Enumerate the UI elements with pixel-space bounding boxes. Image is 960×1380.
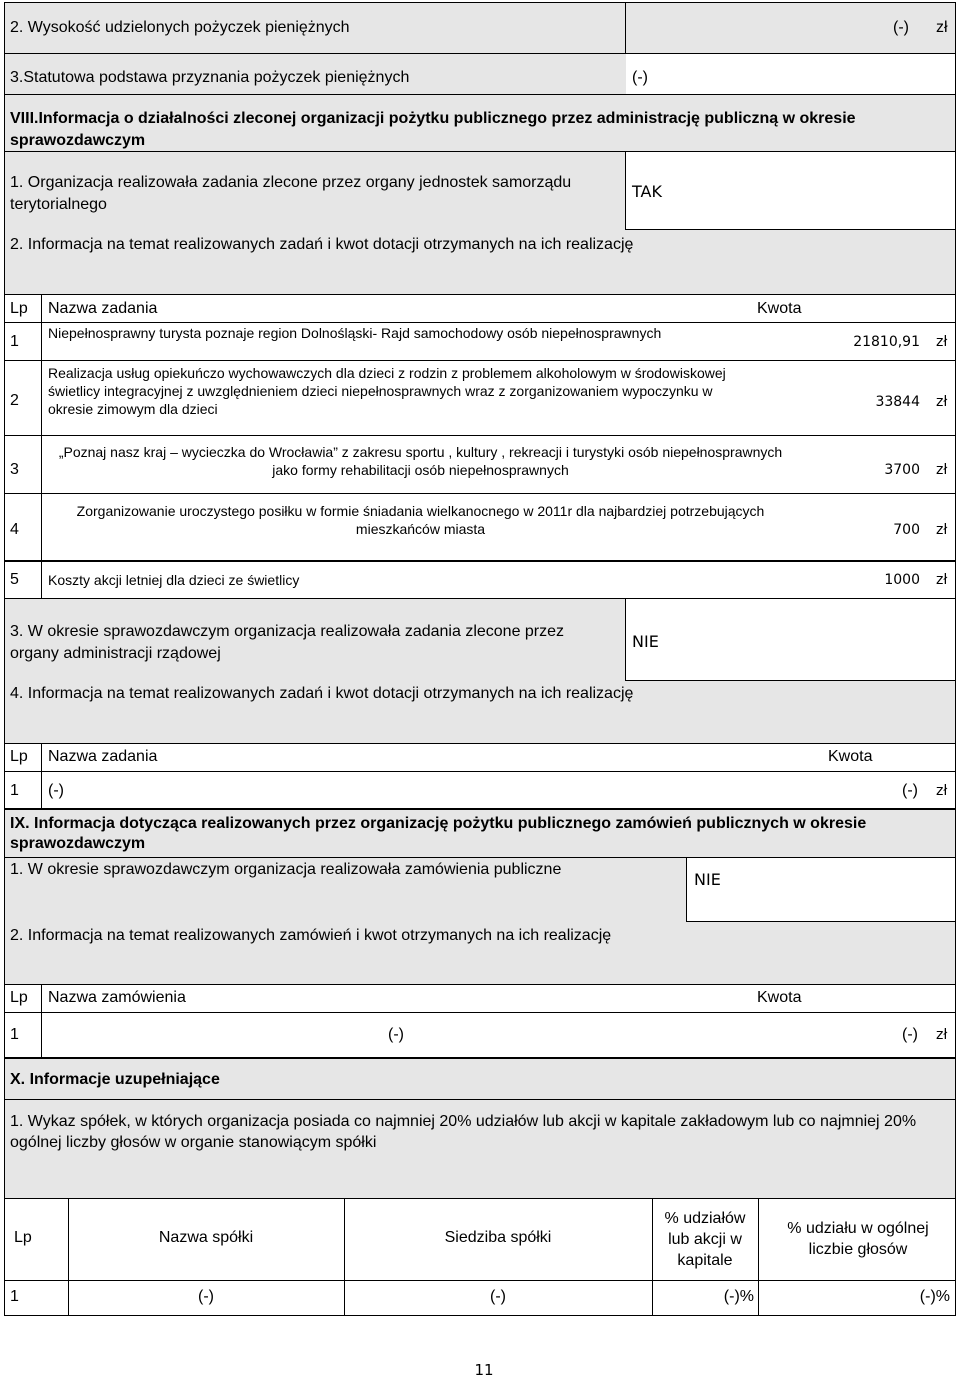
divider <box>4 493 956 494</box>
table-row-lp: 1 <box>10 782 19 799</box>
table-header-amount: Kwota <box>757 300 802 317</box>
table-header-company-seat: Siedziba spółki <box>444 1229 552 1246</box>
table-row-lp: 4 <box>10 521 19 538</box>
x-q1-label: 1. Wykaz spółek, w których organizacja posiada co najmniej 20% udziałów lub akcji w kapitale zakładowym lub co najmniej 20% ogólnej liczby głosów w organie stanowiącym spółki <box>10 1113 917 1151</box>
q4-label: 4. Informacja na temat realizowanych zadań i kwot dotacji otrzymanych na ich realizację <box>10 685 634 702</box>
table-header-amount: Kwota <box>828 748 873 765</box>
section-ix-heading: IX. Informacja dotycząca realizowanych przez organizację pożytku publicznego zamówień publicznych w okresie sprawozdawczym <box>10 815 867 852</box>
q1-value: TAK <box>632 182 662 201</box>
q1-label: 1. Organizacja realizowała zadania zlecone przez organy jednostek samorządu terytorialnego <box>10 174 572 213</box>
table-row-name: Realizacja usług opiekuńczo wychowawczych dla dzieci z rodzin z problemem alkoholowym w środowiskowej świetlicy integracyjnej z uwzględnieniem dzieci niepełnosprawnych wraz z zorganizowaniem wypoczynku w okresie zimowym dla dzieci <box>48 365 726 417</box>
ix-q1-value: NIE <box>694 870 721 889</box>
table-row-name: „Poznaj nasz kraj – wycieczka do Wrocławia” z zakresu sportu , kultury , rekreacji i turystyki osób niepełnosprawnych jako formy rehabilitacji osób niepełnosprawnych <box>58 444 783 478</box>
table-row-name: Zorganizowanie uroczystego posiłku w formie śniadania wielkanocnego w 2011r dla najbardziej potrzebujących mieszkańców miasta <box>76 503 765 537</box>
ix-q2-label: 2. Informacja na temat realizowanych zamówień i kwot otrzymanych na ich realizację <box>10 927 612 944</box>
table-row-unit: zł <box>936 783 948 799</box>
divider <box>41 294 42 561</box>
q3-value-cell <box>625 599 956 681</box>
ix-q1-label: 1. W okresie sprawozdawczym organizacja realizowała zamówienia publiczne <box>10 861 562 878</box>
table-row-amount: (-) <box>902 782 918 799</box>
divider <box>41 561 42 599</box>
table-row-company-name: (-) <box>198 1288 214 1305</box>
table-header-amount: Kwota <box>757 989 802 1006</box>
divider <box>41 743 42 809</box>
table-row-name: (-) <box>48 782 64 799</box>
table-row-unit: zł <box>936 394 948 410</box>
q3-value: NIE <box>632 632 659 651</box>
table-header-name: Nazwa zadania <box>48 748 158 765</box>
table-header-lp: Lp <box>10 748 28 765</box>
divider <box>41 984 42 1058</box>
table-row-name: Niepełnosprawny turysta poznaje region Dolnośląski- Rajd samochodowy osób niepełnosprawnych <box>48 325 662 341</box>
table-header-votes: % udziału w ogólnej liczbie głosów <box>787 1220 929 1258</box>
section-x-heading: X. Informacje uzupełniające <box>10 1071 220 1088</box>
divider <box>4 360 956 361</box>
table-row-company-seat: (-) <box>490 1288 506 1305</box>
q2-label: 2. Informacja na temat realizowanych zadań i kwot dotacji otrzymanych na ich realizację <box>10 236 634 253</box>
table-header-lp: Lp <box>10 989 28 1006</box>
table-row-unit: zł <box>936 522 948 538</box>
divider <box>4 1012 956 1013</box>
divider <box>4 1280 956 1281</box>
table-header-lp: Lp <box>10 300 28 317</box>
table-row-unit: zł <box>936 1027 948 1043</box>
q3-label: 3. W okresie sprawozdawczym organizacja realizowała zadania zlecone przez organy administracji rządowej <box>10 623 565 662</box>
table-row-lp: 3 <box>10 461 19 478</box>
divider <box>4 322 956 323</box>
table-row-unit: zł <box>936 334 948 350</box>
table-row-amount: 33844 <box>875 394 920 410</box>
loan-basis-value-cell <box>626 54 956 94</box>
divider <box>4 435 956 436</box>
loan-basis-value: (-) <box>632 69 648 86</box>
table-row-amount: (-) <box>902 1026 918 1043</box>
table-row-amount: 21810,91 <box>853 334 920 350</box>
table-row-lp: 5 <box>10 571 19 588</box>
q1-value-cell <box>625 152 956 230</box>
table-row-votes: (-)% <box>919 1288 950 1305</box>
table-row-lp: 2 <box>10 392 19 409</box>
table-row-amount: 700 <box>893 522 920 538</box>
table-header-shares: % udziałów lub akcji w kapitale <box>664 1210 746 1269</box>
table-row-lp: 1 <box>10 333 19 350</box>
page-number: 11 <box>474 1361 494 1379</box>
loan-amount-value: (-) <box>893 19 909 36</box>
divider <box>4 771 956 772</box>
loan-amount-unit: zł <box>936 19 948 36</box>
table-header-name: Nazwa zadania <box>48 300 158 317</box>
table-row-lp: 1 <box>10 1026 19 1043</box>
table-row-name: Koszty akcji letniej dla dzieci ze świetlicy <box>48 572 300 588</box>
ix-q1-value-cell <box>686 858 956 922</box>
table-row-unit: zł <box>936 462 948 478</box>
table-row-unit: zł <box>936 572 948 588</box>
table-header-name: Nazwa zamówienia <box>48 989 186 1006</box>
loan-amount-label: 2. Wysokość udzielonych pożyczek pieniężnych <box>10 19 350 36</box>
table-row-amount: 3700 <box>884 462 920 478</box>
table-header-company-name: Nazwa spółki <box>158 1229 254 1246</box>
section-viii-heading: VIII.Informacja o działalności zleconej organizacji pożytku publicznego przez administrację publiczną w okresie sprawozdawczym <box>10 110 856 149</box>
loan-basis-label: 3.Statutowa podstawa przyznania pożyczek pieniężnych <box>10 69 410 86</box>
table-header-lp: Lp <box>14 1229 32 1246</box>
table-row-amount: 1000 <box>884 572 920 588</box>
table-row-lp: 1 <box>10 1288 19 1305</box>
table-row-name: (-) <box>388 1026 404 1043</box>
table-row-shares: (-)% <box>723 1288 754 1305</box>
